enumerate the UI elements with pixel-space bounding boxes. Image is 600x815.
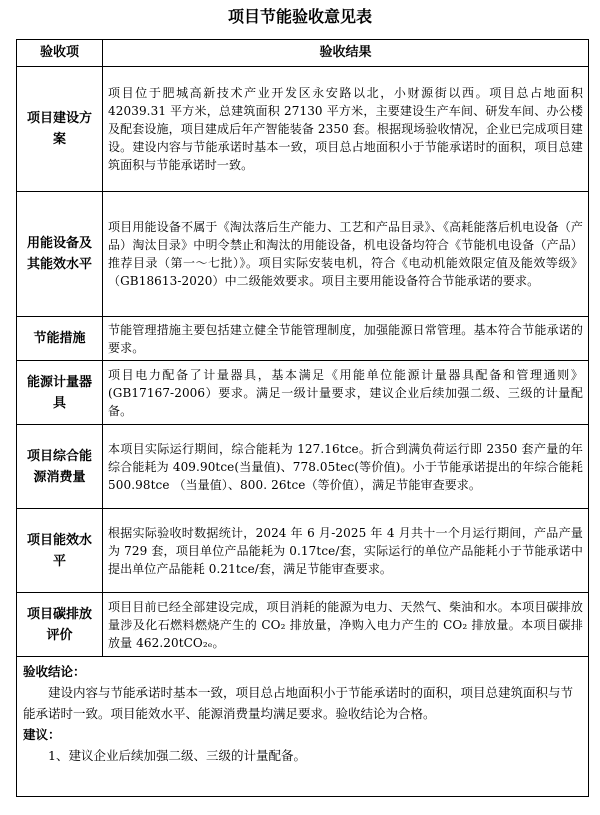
table-row xyxy=(17,509,589,593)
conclusion-cell xyxy=(17,657,589,797)
header-item: 验收项 xyxy=(17,40,103,67)
row-item-measures: 节能措施 xyxy=(17,317,103,361)
suggestion-text: 1、建议企业后续加强二级、三级的计量配备。 xyxy=(48,748,306,763)
table-row xyxy=(17,593,589,657)
table-row xyxy=(17,361,589,425)
table-row xyxy=(17,425,589,509)
row-result-carbon: 项目目前已经全部建设完成，项目消耗的能源为电力、天然气、柴油和水。本项目碳排放量涉及化石燃料燃烧产生的 CO₂ 排放量，净购入电力产生的 CO₂ 排放量。本项目碳排放量 462.20tCO₂ₑ。 xyxy=(103,593,589,657)
row-result-equipment: 项目用能设备不属于《淘汰落后生产能力、工艺和产品目录》、《高耗能落后机电设备（产品）淘汰目录》中明令禁止和淘汰的用能设备，机电设备均符合《节能机电设备（产品）推荐目录（第一～七批）》。项目实际安装电机，符合《电动机能效限定值及能效等级》（GB18613-2020）中二级能效要求。项目主要用能设备符合节能承诺的要求。 xyxy=(103,192,589,317)
table-row xyxy=(17,67,589,192)
acceptance-table xyxy=(16,39,589,797)
row-item-consumption: 项目综合能源消费量 xyxy=(17,425,103,509)
row-item-carbon: 项目碳排放评价 xyxy=(17,593,103,657)
row-result-consumption: 本项目实际运行期间，综合能耗为 127.16tce。折合到满负荷运行即 2350 套产量的年综合能耗为 409.90tce(当量值)、778.05tec(等价值)。小于节能承诺提出的年综合能耗 500.98tce （当量值）、800. 26tce（等价值），满足节能审查要求。 xyxy=(103,425,589,509)
table-row xyxy=(17,192,589,317)
row-item-efficiency: 项目能效水平 xyxy=(17,509,103,593)
row-item-metering: 能源计量器具 xyxy=(17,361,103,425)
conclusion-text: 建设内容与节能承诺时基本一致，项目总占地面积小于节能承诺时的面积，项目总建筑面积与节能承诺时一致。项目能效水平、能源消费量均满足要求。验收结论为合格。 xyxy=(23,685,574,721)
row-result-efficiency: 根据实际验收时数据统计，2024 年 6 月-2025 年 4 月共十一个月运行期间，产品产量为 729 套，项目单位产品能耗为 0.17tce/套，实际运行的单位产品能耗小于节能承诺中提出单位产品能耗 0.21tce/套，满足节能审查要求。 xyxy=(103,509,589,593)
row-result-measures: 节能管理措施主要包括建立健全节能管理制度，加强能源日常管理。基本符合节能承诺的要求。 xyxy=(103,317,589,361)
row-result-metering: 项目电力配备了计量器具，基本满足《用能单位能源计量器具配备和管理通则》(GB17167-2006）要求。满足一级计量要求，建议企业后续加强二级、三级的计量配备。 xyxy=(103,361,589,425)
row-result-construction: 项目位于肥城高新技术产业开发区永安路以北，小财源街以西。项目总占地面积 42039.31 平方米，总建筑面积 27130 平方米，主要建设生产车间、研发车间、办公楼及配套设施，项目建成后年产智能装备 2350 套。根据现场验收情况，企业已完成项目建设。建设内容与节能承诺时基本一致，项目总占地面积小于节能承诺时的面积，项目总建筑面积与节能承诺时一致。 xyxy=(103,67,589,192)
suggestion-label: 建议： xyxy=(23,727,61,742)
header-result: 验收结果 xyxy=(103,40,589,67)
conclusion-row xyxy=(17,657,589,797)
conclusion-label: 验收结论： xyxy=(23,664,86,679)
document-title: 项目节能验收意见表 xyxy=(227,7,372,26)
table-row xyxy=(17,317,589,361)
table-header-row xyxy=(17,40,589,67)
row-item-construction: 项目建设方案 xyxy=(17,67,103,192)
row-item-equipment: 用能设备及其能效水平 xyxy=(17,192,103,317)
